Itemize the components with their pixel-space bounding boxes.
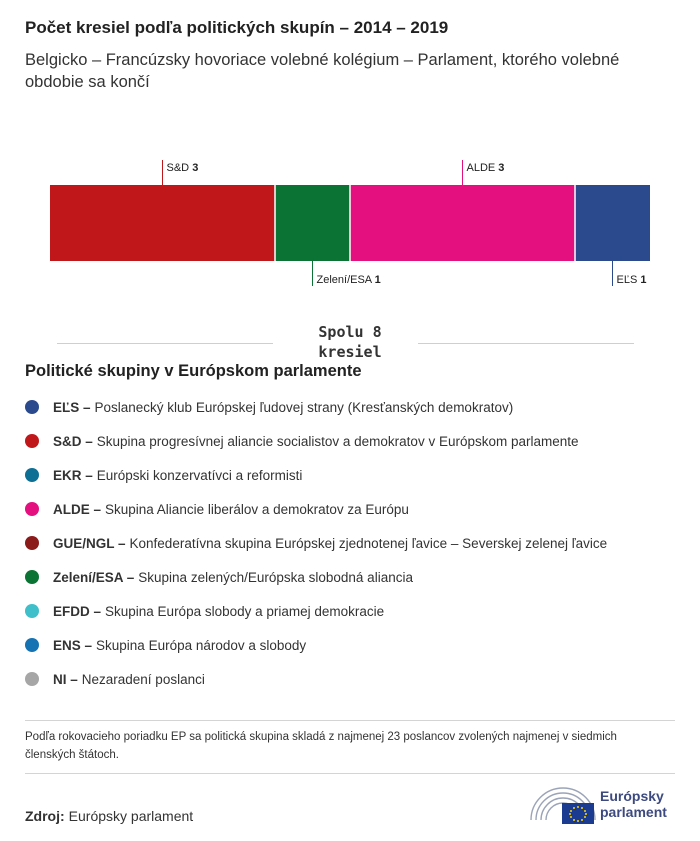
bar-segment	[275, 185, 350, 261]
legend-abbr: Zelení/ESA –	[53, 569, 135, 585]
source-label: Zdroj:	[25, 808, 65, 824]
legend-abbr: S&D –	[53, 433, 93, 449]
legend-name: Poslanecký klub Európskej ľudovej strany (Kresťanských demokratov)	[94, 399, 514, 415]
segment-label: ALDE 3	[466, 162, 505, 174]
legend-abbr: EĽS –	[53, 399, 91, 415]
legend-item	[25, 560, 607, 594]
source	[25, 808, 193, 824]
bar-segment	[350, 185, 575, 261]
total-seats	[300, 322, 400, 362]
legend-dot	[25, 536, 39, 550]
logo-line-2: parlament	[600, 804, 667, 820]
legend-item	[25, 628, 607, 662]
note-divider-bottom	[25, 773, 675, 774]
total-seats-unit: kresiel	[318, 343, 382, 361]
legend-name: Skupina Európa národov a slobody	[96, 637, 307, 653]
legend-dot	[25, 638, 39, 652]
legend-item	[25, 526, 607, 560]
legend-name: Skupina progresívnej aliancie socialistov a demokratov v Európskom parlamente	[96, 433, 579, 449]
legend-name: Nezaradení poslanci	[81, 671, 205, 687]
legend-item	[25, 390, 607, 424]
legend-abbr: NI –	[53, 671, 78, 687]
segment-label: S&D 3	[166, 162, 199, 174]
logo-line-1: Európsky	[600, 788, 664, 804]
legend-name: Skupina zelených/Európska slobodná aliancia	[138, 569, 413, 585]
legend-dot	[25, 400, 39, 414]
footnote: Podľa rokovacieho poriadku EP sa politická skupina skladá z najmenej 23 poslancov zvolených najmenej v siedmich členských štátoch.	[25, 731, 617, 761]
legend-name: Konfederatívna skupina Európskej zjednotenej ľavice – Severskej zelenej ľavice	[129, 535, 608, 551]
legend-abbr: EFDD –	[53, 603, 102, 619]
source-value: Európsky parlament	[68, 808, 194, 824]
total-seats-count: Spolu 8	[318, 323, 382, 341]
segment-label: Zelení/ESA 1	[316, 274, 381, 286]
legend-abbr: ENS –	[53, 637, 93, 653]
total-divider-right	[418, 343, 634, 344]
legend-item	[25, 662, 607, 696]
stacked-seat-bar	[0, 150, 700, 290]
segment-label: EĽS 1	[616, 274, 647, 286]
legend-dot	[25, 604, 39, 618]
total-divider-left	[57, 343, 273, 344]
legend-dot	[25, 570, 39, 584]
legend-item	[25, 458, 607, 492]
note-divider-top	[25, 720, 675, 721]
legend-title: Politické skupiny v Európskom parlamente	[25, 362, 362, 380]
legend-dot	[25, 468, 39, 482]
legend-item	[25, 492, 607, 526]
legend-abbr: EKR –	[53, 467, 93, 483]
legend-dot	[25, 434, 39, 448]
legend-dot	[25, 672, 39, 686]
legend-name: Skupina Aliancie liberálov a demokratov za Európu	[105, 501, 409, 517]
european-parliament-logo	[528, 782, 678, 826]
legend-item	[25, 424, 607, 458]
chart-title: Počet kresiel podľa politických skupín – 2014 – 2019	[25, 18, 449, 37]
chart-subtitle: Belgicko – Francúzsky hovoriace volebné kolégium – Parlament, ktorého volebné obdobie sa končí	[25, 51, 620, 91]
legend-abbr: ALDE –	[53, 501, 102, 517]
bar-segment	[50, 185, 275, 261]
logo-wordmark	[600, 788, 667, 820]
hemicycle-icon	[528, 782, 598, 826]
legend-name: Skupina Európa slobody a priamej demokracie	[105, 603, 385, 619]
legend-name: Európski konzervatívci a reformisti	[96, 467, 303, 483]
legend-dot	[25, 502, 39, 516]
legend	[25, 390, 607, 696]
legend-abbr: GUE/NGL –	[53, 535, 126, 551]
bar-segment	[575, 185, 650, 261]
legend-item	[25, 594, 607, 628]
